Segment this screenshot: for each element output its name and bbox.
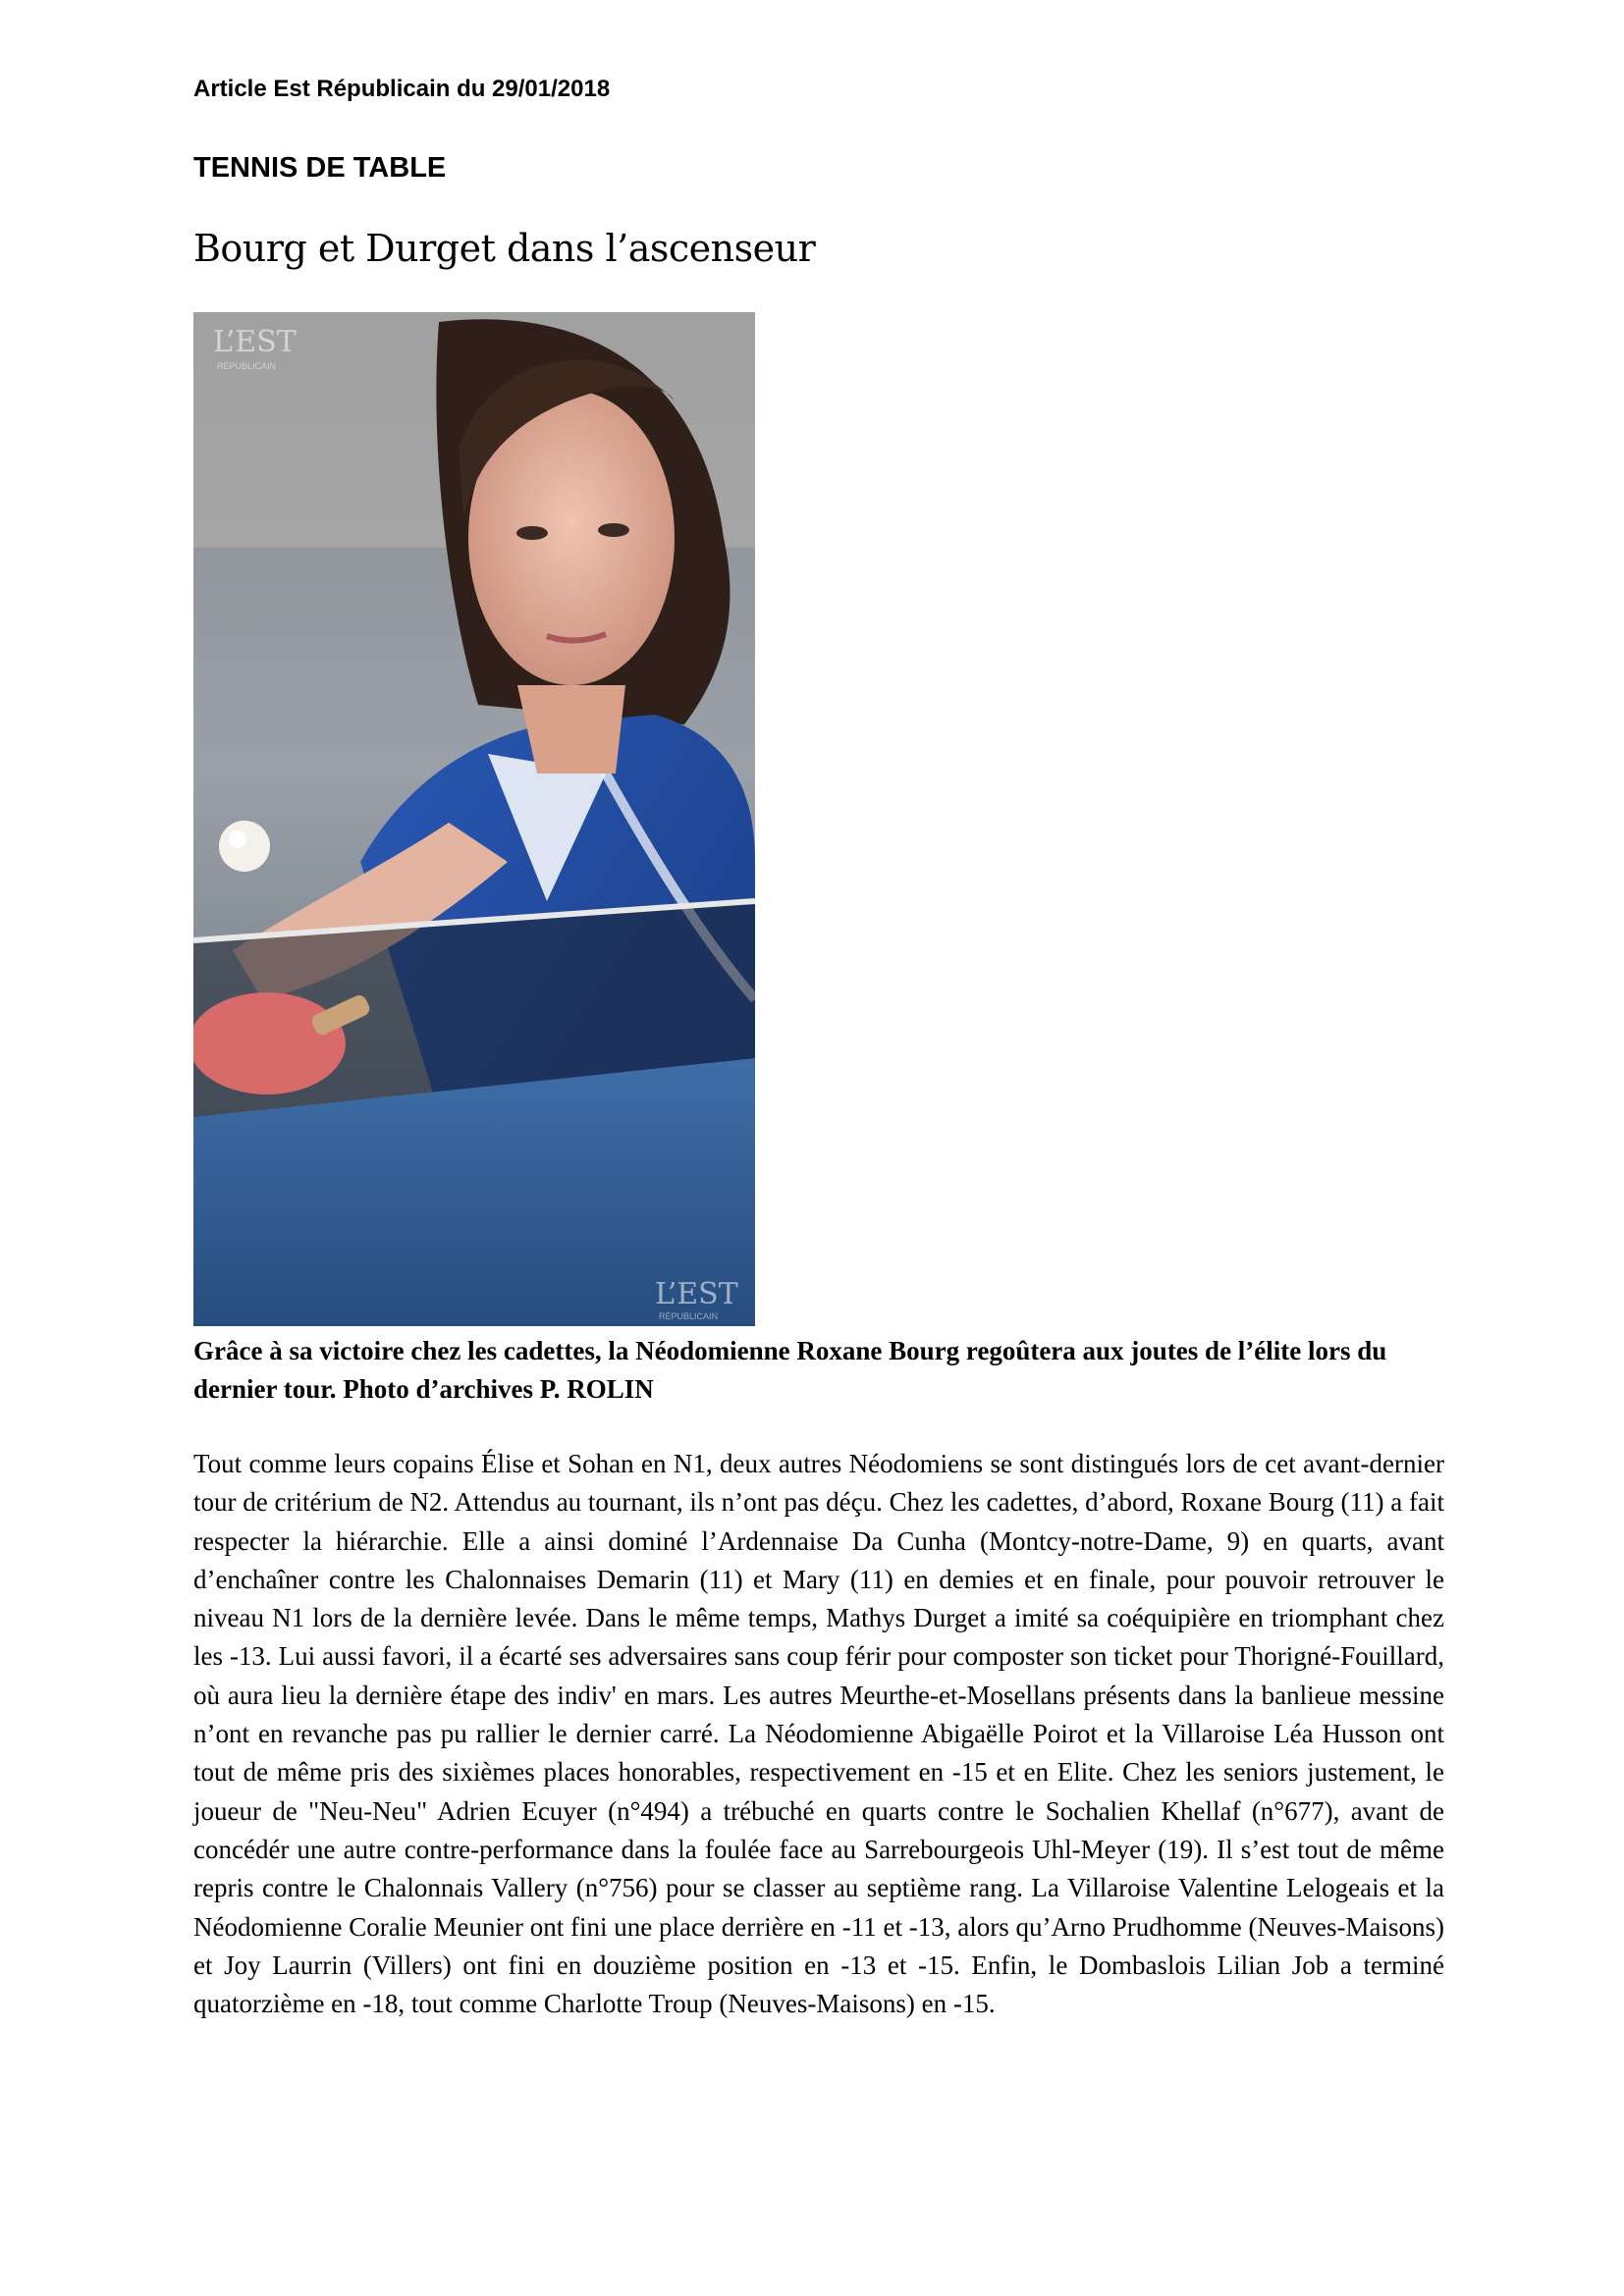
photo-caption: Grâce à sa victoire chez les cadettes, la Néodomienne Roxane Bourg regoûtera aux joutes de l’élite lors du dernier tour. Photo d’archives P. ROLIN — [193, 1336, 1387, 1404]
article-source: Article Est Républicain du 29/01/2018 — [193, 76, 611, 102]
photo-watermark-bottom-sub: RÉPUBLICAIN — [659, 1311, 719, 1321]
article-body: Tout comme leurs copains Élise et Sohan en N1, deux autres Néodomiens se sont distingués lors de cet avant-dernier tour de critérium de N2. Attendus au tournant, ils n’ont pas déçu. Chez les cadettes, d’abord, Roxane Bourg (11) a fait respecter la hiérarchie. Elle a ainsi dominé l’Ardennaise Da Cunha (Montcy-notre-Dame, 9) en quarts, avant d’enchaîner contre les Chalonnaises Demarin (11) et Mary (11) en demies et en finale, pour pouvoir retrouver le niveau N1 lors de la dernière levée. Dans le même temps, Mathys Durget a imité sa coéquipière en triomphant chez les -13. Lui aussi favori, il a écarté ses adversaires sans coup férir pour composter son ticket pour Thorigné-Fouillard, où aura lieu la dernière étape des indiv' en mars. Les autres Meurthe-et-Mosellans présents dans la banlieue messine n’ont en revanche pas pu rallier le dernier carré. La Néodomienne Abigaëlle Poirot et la Villaroise Léa Husson ont tout de même pris des sixièmes places honorables, respectivement en -15 et en Elite. Chez les seniors justement, le joueur de "Neu-Neu" Adrien Ecuyer (n°494) a trébuché en quarts contre le Sochalien Khellaf (n°677), avant de concédér une autre contre-performance dans la foulée face au Sarrebourgeois Uhl-Meyer (19). Il s’est tout de même repris contre le Chalonnais Vallery (n°756) pour se classer au septième rang. La Villaroise Valentine Lelogeais et la Néodomienne Coralie Meunier ont fini une place derrière en -11 et -13, alors qu’Arno Prudhomme (Neuves-Maisons) et Joy Laurrin (Villers) ont fini en douzième position en -13 et -15. Enfin, le Dombaslois Lilian Job a terminé quatorzième en -18, tout comme Charlotte Troup (Neuves-Maisons) en -15. — [193, 1449, 1444, 2019]
photo-watermark-top: L’EST — [213, 325, 297, 359]
section-label: TENNIS DE TABLE — [193, 152, 447, 184]
article-photo — [193, 312, 755, 1326]
headline: Bourg et Durget dans l’ascenseur — [193, 227, 816, 270]
photo-watermark-bottom: L’EST — [655, 1277, 738, 1311]
photo-watermark-top-sub: RÉPUBLICAIN — [217, 361, 277, 371]
